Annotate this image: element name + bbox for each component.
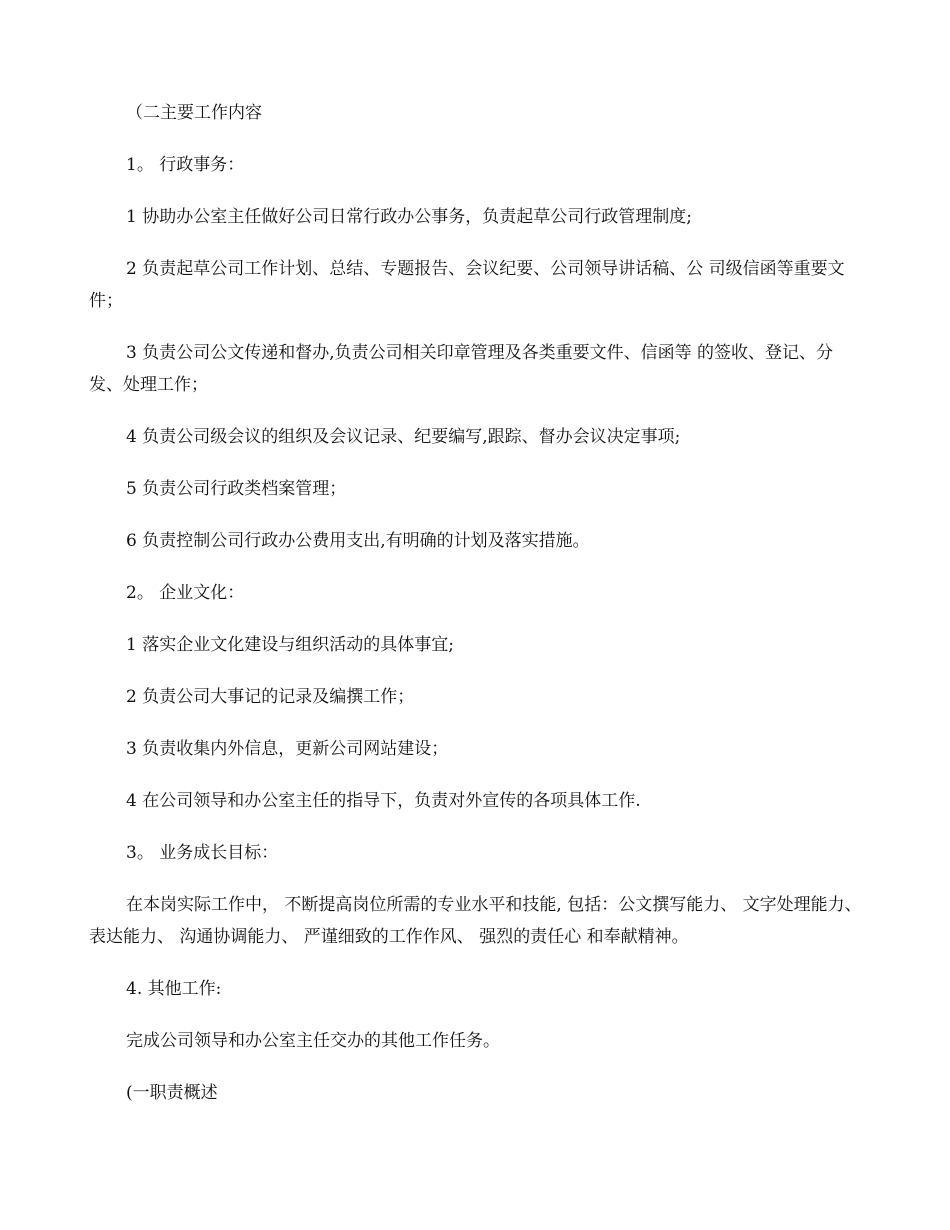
section-heading-duty-overview: (一职责概述 <box>126 1083 218 1103</box>
subheading-corporate-culture: 2。 企业文化： <box>126 583 245 603</box>
list-item: 2 负责公司大事记的记录及编撰工作； <box>126 687 415 707</box>
subheading-admin-affairs: 1。 行政事务： <box>126 155 245 175</box>
list-item: 2 负责起草公司工作计划、总结、专题报告、会议纪要、公司领导讲话稿、公 司级信函等重要文件； <box>89 259 845 311</box>
body-paragraph: 在本岗实际工作中， 不断提高岗位所需的专业水平和技能, 包括：公文撰写能力、 文字处理能力、 表达能力、 沟通协调能力、 严谨细致的工作作风、 强烈的责任心 和奉献精神。 <box>89 895 862 947</box>
list-item: 1 落实企业文化建设与组织活动的具体事宜; <box>126 635 454 655</box>
list-item: 6 负责控制公司行政办公费用支出,有明确的计划及落实措施。 <box>126 531 590 551</box>
subheading-growth-goals: 3。 业务成长目标： <box>126 843 279 863</box>
list-item: 3 负责公司公文传递和督办,负责公司相关印章管理及各类重要文件、信函等 的签收、登记、分发、处理工作； <box>89 343 834 395</box>
subheading-other-work: 4. 其他工作: <box>126 979 222 999</box>
document-body <box>89 97 864 1129</box>
list-item: 4 在公司领导和办公室主任的指导下，负责对外宣传的各项具体工作. <box>126 791 641 811</box>
body-paragraph: 完成公司领导和办公室主任交办的其他工作任务。 <box>126 1031 500 1051</box>
section-heading-main-duties: （二主要工作内容 <box>126 103 262 123</box>
list-item: 1 协助办公室主任做好公司日常行政办公事务，负责起草公司行政管理制度; <box>126 207 692 227</box>
list-item: 5 负责公司行政类档案管理； <box>126 479 347 499</box>
list-item: 3 负责收集内外信息，更新公司网站建设； <box>126 739 449 759</box>
list-item: 4 负责公司级会议的组织及会议记录、纪要编写,跟踪、督办会议决定事项; <box>126 427 681 447</box>
